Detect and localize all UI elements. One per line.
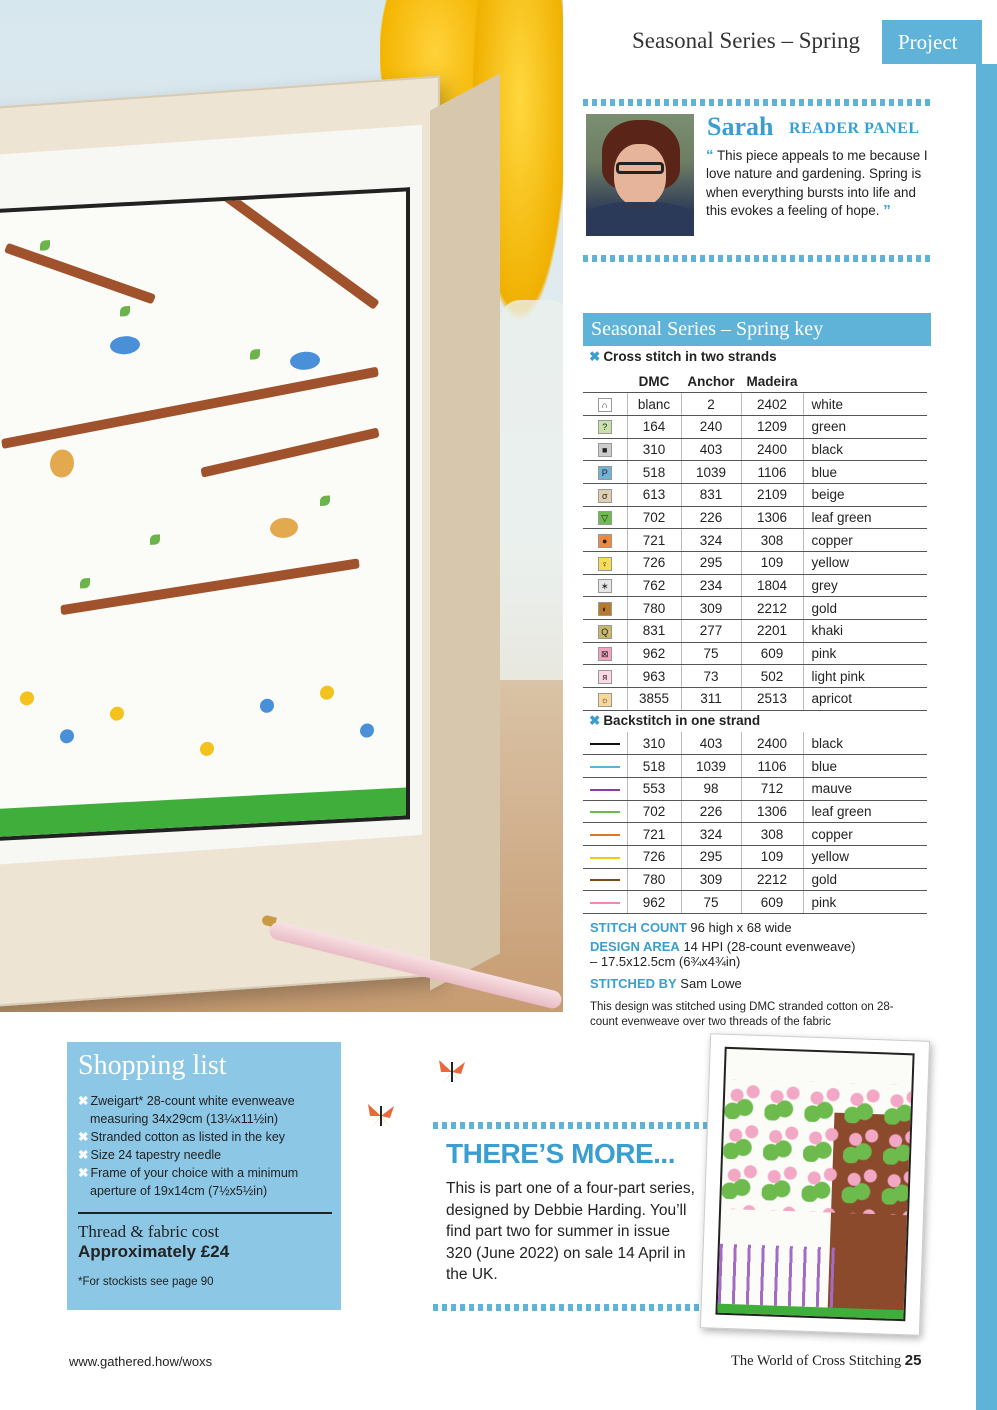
anchor-cell: 2 (681, 393, 741, 416)
theres-more-body: This is part one of a four-part series, designed by Debbie Harding. You’ll find part two for summer in issue 320 (June 2022) on sale 14 April in the UK. (446, 1180, 695, 1283)
dmc-cell: 3855 (627, 688, 681, 711)
backstitch-line (590, 834, 620, 836)
key-row (583, 574, 927, 597)
colour-name-cell: apricot (803, 688, 927, 711)
butterfly-icon (366, 1102, 396, 1130)
flower (60, 729, 74, 744)
madeira-cell: 308 (741, 823, 803, 846)
symbol-cell (583, 529, 627, 552)
next-design-preview (700, 1033, 930, 1335)
theres-more-title: THERE’S MORE... (446, 1138, 675, 1169)
line-cell (583, 823, 627, 846)
cross-icon: ✖ (589, 713, 601, 728)
madeira-cell: 1106 (741, 461, 803, 484)
branch (200, 427, 379, 477)
leaf (80, 578, 90, 589)
reader-name: Sarah (707, 112, 774, 141)
dmc-cell: 963 (627, 665, 681, 688)
key-row (583, 461, 927, 484)
colour-name-cell: khaki (803, 620, 927, 643)
madeira-cell: 2201 (741, 620, 803, 643)
key-row (583, 529, 927, 552)
madeira-cell: 2212 (741, 868, 803, 891)
symbol-swatch: Q (598, 625, 612, 639)
symbol-swatch: ☼ (598, 693, 612, 707)
key-row (583, 438, 927, 461)
design-note: This design was stitched using DMC stranded cotton on 28-count evenweave over two threads of the fabric (590, 1001, 894, 1028)
key-row (583, 891, 927, 914)
symbol-cell (583, 574, 627, 597)
bird (270, 517, 298, 538)
line-cell (583, 891, 627, 914)
anchor-cell: 73 (681, 665, 741, 688)
symbol-cell (583, 483, 627, 506)
shopping-list-title: Shopping list (78, 1050, 227, 1081)
anchor-cell: 98 (681, 777, 741, 800)
colour-name-cell: leaf green (803, 506, 927, 529)
dmc-cell: 518 (627, 461, 681, 484)
symbol-swatch: P (598, 466, 612, 480)
flowers (718, 1244, 840, 1308)
symbol-cell (583, 415, 627, 438)
symbol-cell (583, 688, 627, 711)
backstitch-line (590, 789, 620, 791)
bird (290, 351, 320, 371)
cross-icon: ✖ (78, 1166, 89, 1180)
list-item: ✖ Size 24 tapestry needle (78, 1148, 222, 1162)
branch (200, 187, 380, 310)
symbol-cell (583, 461, 627, 484)
colour-name-cell: leaf green (803, 800, 927, 823)
madeira-cell: 1209 (741, 415, 803, 438)
colour-name-cell: gold (803, 597, 927, 620)
anchor-cell: 295 (681, 552, 741, 575)
symbol-swatch: ♀ (598, 557, 612, 571)
zigzag-divider (433, 1304, 716, 1311)
flower (20, 691, 34, 706)
key-row (583, 597, 927, 620)
key-row (583, 777, 927, 800)
key-row (583, 688, 927, 711)
footer-magazine (731, 1352, 921, 1370)
colour-name-cell: copper (803, 529, 927, 552)
key-row (583, 415, 927, 438)
dmc-cell: 831 (627, 620, 681, 643)
colour-name-cell: pink (803, 891, 927, 914)
symbol-swatch: ⊠ (598, 647, 612, 661)
key-row (583, 665, 927, 688)
branch (4, 243, 156, 305)
backstitch-line (590, 879, 620, 881)
anchor-cell: 309 (681, 868, 741, 891)
dmc-cell: blanc (627, 393, 681, 416)
colour-name-cell: blue (803, 755, 927, 778)
dmc-cell: 310 (627, 732, 681, 755)
cross-stitch-heading (589, 349, 777, 365)
symbol-swatch: ? (598, 420, 612, 434)
page-title: Seasonal Series – Spring (632, 28, 861, 53)
key-row (583, 823, 927, 846)
stitch-count-value: 96 high x 68 wide (690, 920, 792, 935)
cross-stitch-heading-text: Cross stitch in two strands (603, 349, 777, 364)
symbol-swatch: ■ (598, 443, 612, 457)
madeira-cell: 2212 (741, 597, 803, 620)
section-tag: Project (882, 20, 982, 64)
madeira-cell: 502 (741, 665, 803, 688)
dmc-cell: 962 (627, 642, 681, 665)
avatar (586, 114, 694, 236)
madeira-cell: 1306 (741, 800, 803, 823)
picture-frame-side (430, 73, 500, 990)
branch (60, 558, 359, 615)
madeira-cell: 1106 (741, 755, 803, 778)
cross-stitch-key-table (583, 370, 927, 711)
stitched-by (590, 976, 742, 991)
key-row (583, 755, 927, 778)
bird (110, 335, 140, 355)
key-row (583, 552, 927, 575)
leaf (120, 306, 130, 317)
symbol-cell (583, 620, 627, 643)
colour-name-cell: light pink (803, 665, 927, 688)
anchor-cell: 831 (681, 483, 741, 506)
flower (320, 685, 334, 700)
list-item: ✖ Zweigart* 28-count white evenweave measuring 34x29cm (13¼x11½in) (78, 1094, 295, 1126)
zigzag-divider (583, 99, 931, 106)
flower (260, 698, 274, 713)
anchor-cell: 226 (681, 800, 741, 823)
anchor-cell: 403 (681, 732, 741, 755)
design-area-size: – 17.5x12.5cm (6¾x4¾in) (590, 954, 741, 969)
name-header (803, 370, 927, 393)
side-strip (976, 64, 997, 1410)
avatar-face (614, 144, 666, 206)
line-cell (583, 732, 627, 755)
tree-canopy (721, 1079, 915, 1216)
symbol-swatch: ▽ (598, 511, 612, 525)
madeira-header: Madeira (741, 370, 803, 393)
key-row (583, 642, 927, 665)
madeira-cell: 1306 (741, 506, 803, 529)
colour-name-cell: blue (803, 461, 927, 484)
footer-url[interactable]: www.gathered.how/woxs (69, 1354, 213, 1369)
design-area-value: 14 HPI (28-count evenweave) (683, 939, 856, 954)
madeira-cell: 109 (741, 845, 803, 868)
backstitch-heading (589, 713, 760, 729)
dmc-cell: 726 (627, 845, 681, 868)
cross-icon: ✖ (589, 349, 601, 364)
dmc-cell: 726 (627, 552, 681, 575)
madeira-cell: 2513 (741, 688, 803, 711)
magazine-name: The World of Cross Stitching (731, 1353, 902, 1369)
madeira-cell: 308 (741, 529, 803, 552)
flower (110, 706, 124, 721)
stitched-design (0, 187, 410, 840)
symbol-swatch: ∩ (598, 398, 612, 412)
anchor-cell: 240 (681, 415, 741, 438)
list-item: ✖ Frame of your choice with a minimum aperture of 19x14cm (7½x5½in) (78, 1166, 299, 1198)
leaf (250, 349, 260, 360)
cost-value: Approximately £24 (78, 1242, 230, 1261)
madeira-cell: 712 (741, 777, 803, 800)
colour-name-cell: white (803, 393, 927, 416)
dmc-cell: 780 (627, 868, 681, 891)
madeira-cell: 609 (741, 642, 803, 665)
avatar-glasses (616, 162, 664, 174)
anchor-cell: 324 (681, 823, 741, 846)
project-photo (0, 0, 563, 1012)
key-row (583, 845, 927, 868)
dmc-cell: 721 (627, 529, 681, 552)
open-quote-icon: “ (706, 147, 714, 164)
branch (1, 367, 379, 449)
dmc-cell: 762 (627, 574, 681, 597)
line-cell (583, 868, 627, 891)
anchor-cell: 75 (681, 642, 741, 665)
stitch-count-label: STITCH COUNT (590, 920, 687, 935)
madeira-cell: 2400 (741, 438, 803, 461)
key-row (583, 800, 927, 823)
leaf (150, 534, 160, 545)
dmc-cell: 721 (627, 823, 681, 846)
design-area (590, 939, 855, 969)
backstitch-heading-text: Backstitch in one strand (603, 713, 761, 728)
anchor-cell: 226 (681, 506, 741, 529)
stitched-by-label: STITCHED BY (590, 976, 677, 991)
design-area-label: DESIGN AREA (590, 939, 680, 954)
shopping-list (78, 1092, 328, 1200)
divider (78, 1212, 332, 1214)
colour-name-cell: gold (803, 868, 927, 891)
anchor-header: Anchor (681, 370, 741, 393)
anchor-cell: 309 (681, 597, 741, 620)
cross-icon: ✖ (78, 1148, 89, 1162)
anchor-cell: 1039 (681, 461, 741, 484)
dmc-cell: 613 (627, 483, 681, 506)
line-cell (583, 777, 627, 800)
anchor-cell: 324 (681, 529, 741, 552)
colour-name-cell: pink (803, 642, 927, 665)
cross-icon: ✖ (78, 1094, 89, 1108)
madeira-cell: 2109 (741, 483, 803, 506)
anchor-cell: 75 (681, 891, 741, 914)
anchor-cell: 295 (681, 845, 741, 868)
anchor-cell: 311 (681, 688, 741, 711)
leaf (320, 495, 330, 506)
butterfly-icon (437, 1058, 467, 1086)
symbol-swatch: я (598, 670, 612, 684)
dmc-cell: 310 (627, 438, 681, 461)
colour-name-cell: black (803, 438, 927, 461)
anchor-cell: 234 (681, 574, 741, 597)
stitched-by-value: Sam Lowe (680, 976, 742, 991)
dmc-header: DMC (627, 370, 681, 393)
zigzag-divider (433, 1122, 716, 1129)
dmc-cell: 780 (627, 597, 681, 620)
symbol-cell (583, 552, 627, 575)
colour-name-cell: mauve (803, 777, 927, 800)
dmc-cell: 518 (627, 755, 681, 778)
madeira-cell: 2402 (741, 393, 803, 416)
symbol-swatch: ● (598, 534, 612, 548)
key-row (583, 483, 927, 506)
dmc-cell: 164 (627, 415, 681, 438)
avatar-body (586, 202, 694, 236)
dmc-cell: 702 (627, 800, 681, 823)
anchor-cell: 403 (681, 438, 741, 461)
line-cell (583, 845, 627, 868)
symbol-header (583, 370, 627, 393)
dmc-cell: 553 (627, 777, 681, 800)
symbol-cell (583, 597, 627, 620)
bird (50, 449, 74, 478)
reader-quote-text: This piece appeals to me because I love nature and gardening. Spring is when everything bursts into life and this evokes a feeling of hope. (706, 148, 928, 218)
key-row (583, 393, 927, 416)
dmc-cell: 962 (627, 891, 681, 914)
stitch-count (590, 920, 792, 935)
symbol-swatch: σ (598, 489, 612, 503)
symbol-cell (583, 642, 627, 665)
symbol-cell (583, 438, 627, 461)
colour-name-cell: black (803, 732, 927, 755)
key-row (583, 620, 927, 643)
close-quote-icon: ” (883, 201, 891, 219)
symbol-cell (583, 393, 627, 416)
symbol-cell (583, 665, 627, 688)
colour-name-cell: yellow (803, 845, 927, 868)
colour-name-cell: beige (803, 483, 927, 506)
next-design-image (715, 1047, 914, 1321)
madeira-cell: 1804 (741, 574, 803, 597)
madeira-cell: 2400 (741, 732, 803, 755)
line-cell (583, 800, 627, 823)
dmc-cell: 702 (627, 506, 681, 529)
cross-icon: ✖ (78, 1130, 89, 1144)
stockists-note: *For stockists see page 90 (78, 1276, 214, 1288)
reader-panel-label: READER PANEL (789, 120, 920, 137)
backstitch-key-table (583, 732, 927, 914)
symbol-cell (583, 506, 627, 529)
backstitch-line (590, 857, 620, 859)
backstitch-line (590, 766, 620, 768)
symbol-swatch: ◐ (598, 602, 612, 616)
backstitch-line (590, 743, 620, 745)
page-number: 25 (904, 1352, 922, 1369)
flower (200, 742, 214, 757)
cost-label: Thread & fabric cost (78, 1222, 220, 1241)
line-cell (583, 755, 627, 778)
vase (500, 300, 563, 680)
list-item: ✖ Stranded cotton as listed in the key (78, 1130, 286, 1144)
flower (360, 723, 374, 738)
key-title: Seasonal Series – Spring key (583, 313, 931, 346)
anchor-cell: 1039 (681, 755, 741, 778)
reader-quote (706, 147, 930, 220)
colour-name-cell: copper (803, 823, 927, 846)
madeira-cell: 609 (741, 891, 803, 914)
madeira-cell: 109 (741, 552, 803, 575)
key-row (583, 868, 927, 891)
symbol-swatch: ∗ (598, 579, 612, 593)
key-row (583, 732, 927, 755)
key-row (583, 506, 927, 529)
anchor-cell: 277 (681, 620, 741, 643)
leaf (40, 240, 50, 251)
colour-name-cell: yellow (803, 552, 927, 575)
zigzag-divider (583, 255, 931, 262)
colour-name-cell: green (803, 415, 927, 438)
backstitch-line (590, 811, 620, 813)
colour-name-cell: grey (803, 574, 927, 597)
backstitch-line (590, 902, 620, 904)
